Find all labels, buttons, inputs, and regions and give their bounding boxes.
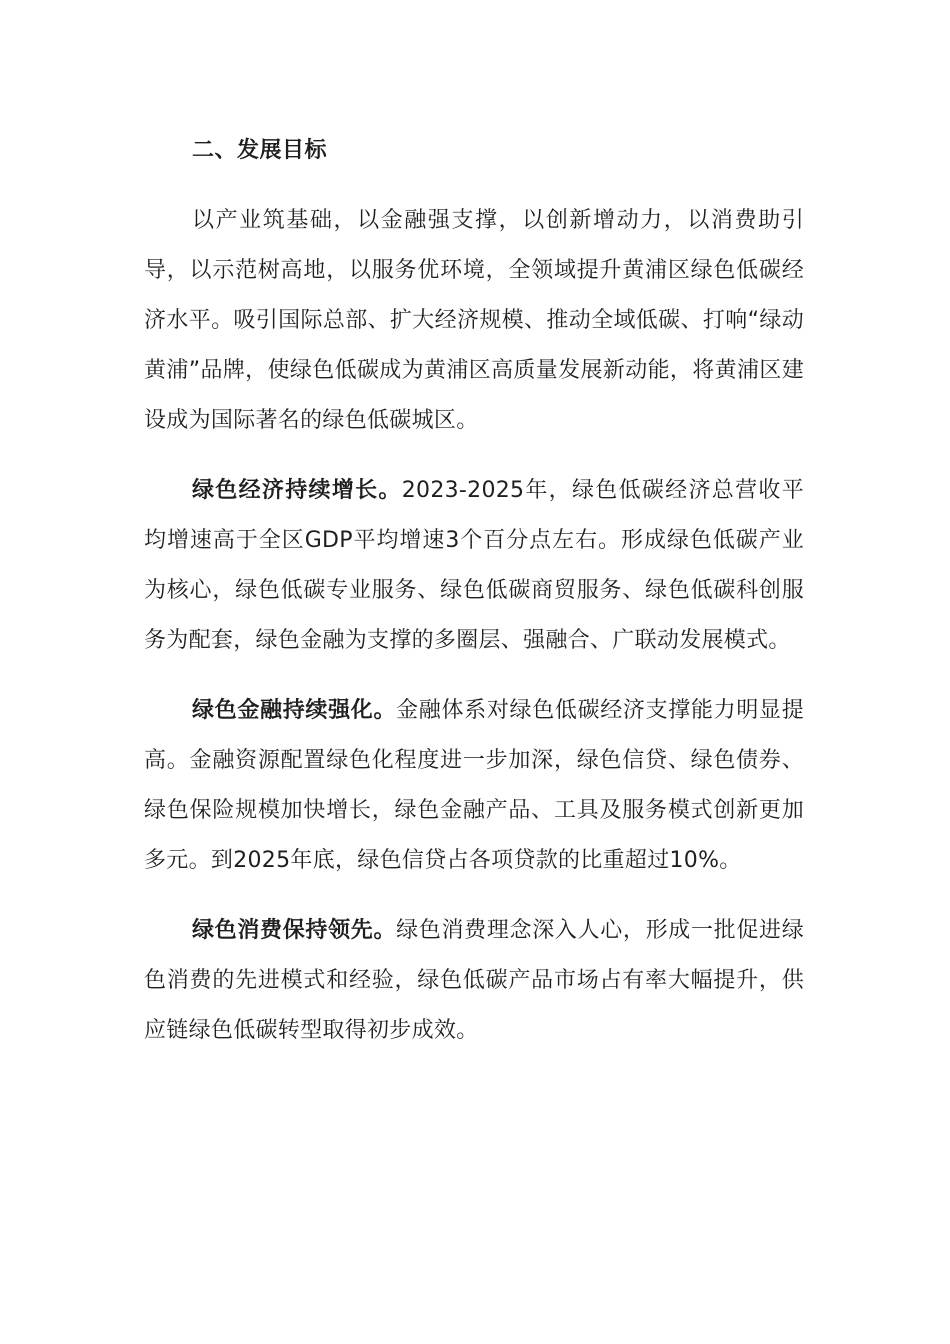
paragraph-green-consumption-lead: 绿色消费保持领先。 — [192, 918, 397, 943]
paragraph-green-economy-lead: 绿色经济持续增长。 — [192, 478, 402, 503]
paragraph-intro-text: 以产业筑基础，以金融强支撑，以创新增动力，以消费助引导，以示范树高地，以服务优环境，全领域提升黄浦区绿色低碳经济水平。吸引国际总部、扩大经济规模、推动全域低碳、打响“绿动黄浦”品牌，使绿色低碳成为黄浦区高质量发展新动能，将黄浦区建设成为国际著名的绿色低碳城区。 — [144, 208, 804, 433]
paragraph-green-finance — [144, 686, 804, 886]
paragraph-green-finance-lead: 绿色金融持续强化。 — [192, 698, 397, 723]
paragraph-intro — [144, 196, 804, 446]
section-heading: 二、发展目标 — [192, 138, 328, 163]
document-body — [144, 126, 804, 1056]
paragraph-green-consumption-text: 绿色消费理念深入人心，形成一批促进绿色消费的先进模式和经验，绿色低碳产品市场占有率大幅提升，供应链绿色低碳转型取得初步成效。 — [144, 918, 804, 1043]
paragraph-green-consumption — [144, 906, 804, 1056]
paragraph-green-finance-text: 金融体系对绿色低碳经济支撑能力明显提高。金融资源配置绿色化程度进一步加深，绿色信贷、绿色债券、绿色保险规模加快增长，绿色金融产品、工具及服务模式创新更加多元。到2025年底，绿色信贷占各项贷款的比重超过10%。 — [144, 698, 804, 873]
paragraph-green-economy — [144, 466, 804, 666]
paragraph-green-economy-text: 2023-2025年，绿色低碳经济总营收平均增速高于全区GDP平均增速3个百分点左右。形成绿色低碳产业为核心，绿色低碳专业服务、绿色低碳商贸服务、绿色低碳科创服务为配套，绿色金融为支撑的多圈层、强融合、广联动发展模式。 — [144, 478, 804, 653]
